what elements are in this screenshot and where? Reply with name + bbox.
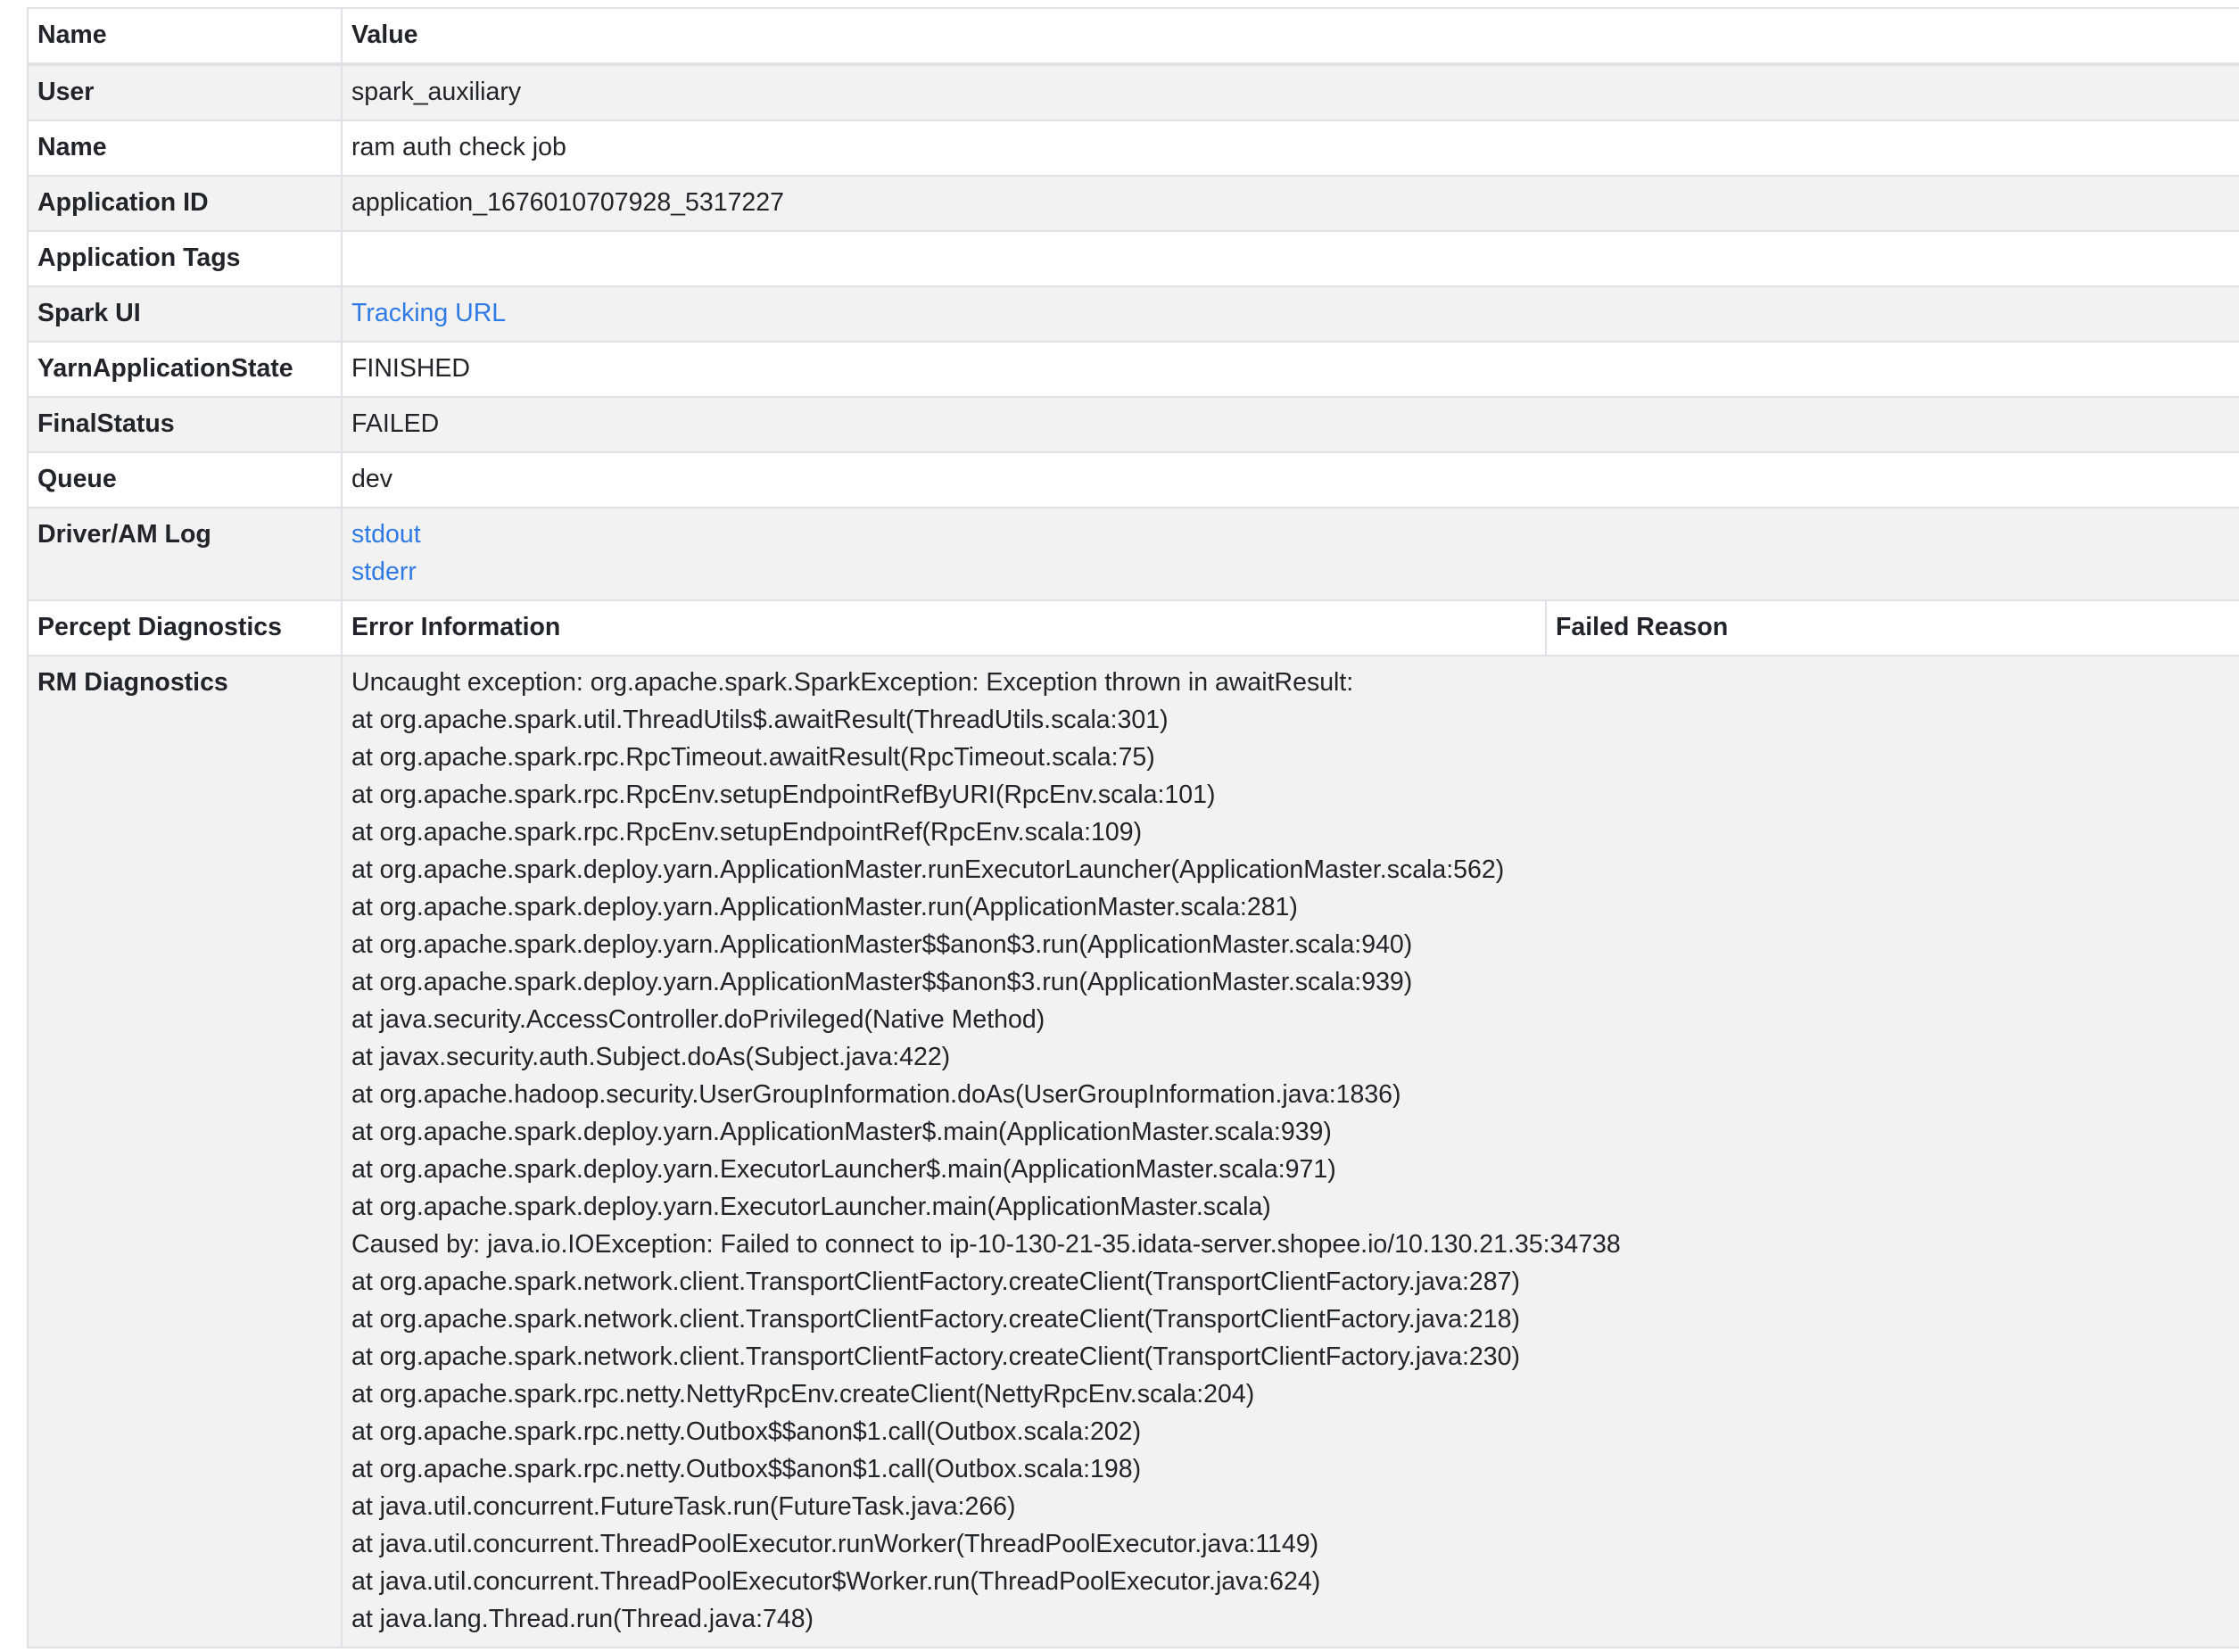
table-row-name <box>28 120 2239 176</box>
trace-line: at org.apache.spark.deploy.yarn.ApplicationMaster$$anon$3.run(ApplicationMaster.scala:939) <box>351 968 1413 996</box>
trace-line: at org.apache.spark.deploy.yarn.ExecutorLauncher.main(ApplicationMaster.scala) <box>351 1193 1271 1221</box>
trace-line: at org.apache.spark.rpc.RpcEnv.setupEndpointRef(RpcEnv.scala:109) <box>351 818 1143 847</box>
tracking-url-link[interactable]: Tracking URL <box>351 299 507 327</box>
application-tags-value <box>342 231 2239 286</box>
trace-line: at org.apache.hadoop.security.UserGroupInformation.doAs(UserGroupInformation.java:1836) <box>351 1080 1401 1109</box>
application-tags-key: Application Tags <box>28 231 342 286</box>
table-row-application-tags <box>28 231 2239 286</box>
driver-am-log-value-cell <box>342 508 2239 600</box>
table-row-final-status <box>28 397 2239 452</box>
table-row-percept-diagnostics <box>28 600 2239 656</box>
queue-key: Queue <box>28 452 342 508</box>
trace-line: Caused by: java.io.IOException: Failed to connect to ip-10-130-21-35.idata-server.shopee.io/10.130.21.35:34738 <box>351 1230 1621 1259</box>
value-column-header: Value <box>342 8 2239 64</box>
name-value: ram auth check job <box>342 120 2239 176</box>
rm-diagnostics-trace <box>342 656 2239 1648</box>
trace-line: at org.apache.spark.rpc.netty.Outbox$$anon$1.call(Outbox.scala:202) <box>351 1417 1142 1446</box>
spark-ui-key: Spark UI <box>28 286 342 342</box>
table-row-queue <box>28 452 2239 508</box>
app-info-container <box>27 7 2239 1648</box>
yarn-application-state-value: FINISHED <box>342 342 2239 397</box>
percept-diagnostics-key: Percept Diagnostics <box>28 600 342 656</box>
trace-line: at java.lang.Thread.run(Thread.java:748) <box>351 1605 814 1633</box>
trace-line: at org.apache.spark.deploy.yarn.ApplicationMaster$.main(ApplicationMaster.scala:939) <box>351 1118 1332 1146</box>
trace-line: at org.apache.spark.deploy.yarn.ExecutorLauncher$.main(ApplicationMaster.scala:971) <box>351 1155 1336 1184</box>
user-value: spark_auxiliary <box>342 64 2239 120</box>
final-status-value: FAILED <box>342 397 2239 452</box>
error-information-header: Error Information <box>342 600 1546 656</box>
trace-line: at javax.security.auth.Subject.doAs(Subject.java:422) <box>351 1043 951 1071</box>
app-info-table <box>27 7 2239 1648</box>
table-row-user <box>28 64 2239 120</box>
trace-line: at org.apache.spark.rpc.netty.Outbox$$anon$1.call(Outbox.scala:198) <box>351 1455 1142 1483</box>
trace-line: at org.apache.spark.deploy.yarn.ApplicationMaster.runExecutorLauncher(ApplicationMaster.scala:562) <box>351 855 1505 884</box>
trace-line: at org.apache.spark.network.client.TransportClientFactory.createClient(TransportClientFactory.java:287) <box>351 1268 1520 1296</box>
table-row-yarn-application-state <box>28 342 2239 397</box>
trace-line: at java.security.AccessController.doPrivileged(Native Method) <box>351 1005 1045 1034</box>
yarn-application-state-key: YarnApplicationState <box>28 342 342 397</box>
application-id-value: application_1676010707928_5317227 <box>342 176 2239 231</box>
rm-diagnostics-key: RM Diagnostics <box>28 656 342 1648</box>
user-key: User <box>28 64 342 120</box>
table-row-application-id <box>28 176 2239 231</box>
trace-line: at org.apache.spark.rpc.RpcTimeout.awaitResult(RpcTimeout.scala:75) <box>351 743 1155 772</box>
final-status-key: FinalStatus <box>28 397 342 452</box>
trace-line: at org.apache.spark.rpc.netty.NettyRpcEnv.createClient(NettyRpcEnv.scala:204) <box>351 1380 1255 1408</box>
trace-line: at org.apache.spark.deploy.yarn.ApplicationMaster$$anon$3.run(ApplicationMaster.scala:940) <box>351 930 1413 959</box>
trace-line: at java.util.concurrent.ThreadPoolExecutor.runWorker(ThreadPoolExecutor.java:1149) <box>351 1530 1319 1558</box>
name-key: Name <box>28 120 342 176</box>
name-column-header: Name <box>28 8 342 64</box>
table-row-spark-ui <box>28 286 2239 342</box>
trace-line: at org.apache.spark.util.ThreadUtils$.awaitResult(ThreadUtils.scala:301) <box>351 706 1169 734</box>
failed-reason-header: Failed Reason <box>1546 600 2239 656</box>
trace-line: at org.apache.spark.deploy.yarn.ApplicationMaster.run(ApplicationMaster.scala:281) <box>351 893 1298 921</box>
table-row-rm-diagnostics <box>28 656 2239 1648</box>
spark-ui-value-cell <box>342 286 2239 342</box>
trace-line: Uncaught exception: org.apache.spark.SparkException: Exception thrown in awaitResult: <box>351 668 1354 697</box>
trace-line: at org.apache.spark.network.client.TransportClientFactory.createClient(TransportClientFactory.java:218) <box>351 1305 1520 1334</box>
application-id-key: Application ID <box>28 176 342 231</box>
queue-value: dev <box>342 452 2239 508</box>
table-row-driver-am-log <box>28 508 2239 600</box>
stdout-link[interactable]: stdout <box>351 520 421 549</box>
stderr-link[interactable]: stderr <box>351 558 417 586</box>
trace-line: at org.apache.spark.network.client.TransportClientFactory.createClient(TransportClientFactory.java:230) <box>351 1342 1520 1371</box>
trace-line: at java.util.concurrent.FutureTask.run(FutureTask.java:266) <box>351 1492 1016 1521</box>
driver-am-log-key: Driver/AM Log <box>28 508 342 600</box>
table-header-row <box>28 8 2239 64</box>
trace-line: at java.util.concurrent.ThreadPoolExecutor$Worker.run(ThreadPoolExecutor.java:624) <box>351 1567 1321 1596</box>
trace-line: at org.apache.spark.rpc.RpcEnv.setupEndpointRefByURI(RpcEnv.scala:101) <box>351 781 1216 809</box>
